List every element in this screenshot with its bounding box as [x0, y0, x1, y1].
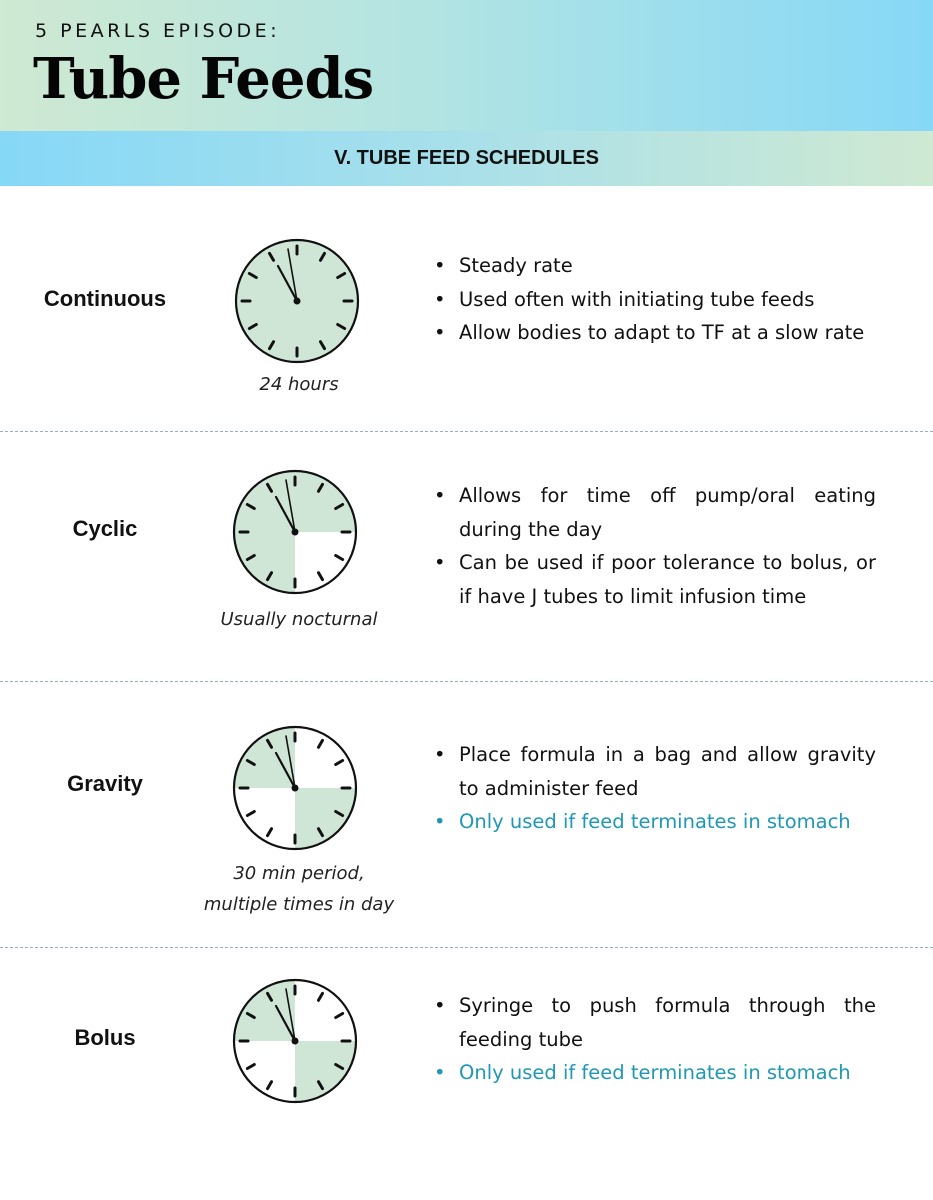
- page-header: [0, 0, 933, 131]
- bullet-list-cyclic: [432, 479, 876, 613]
- schedule-label-cyclic: Cyclic: [72, 516, 138, 541]
- clock-tick: [247, 1065, 254, 1069]
- list-item: • Can be used if poor tolerance to bolus, or if have J tubes to limit infusion time: [432, 546, 876, 613]
- schedule-caption-gravity: [184, 858, 414, 920]
- section-banner: [0, 131, 933, 186]
- clock-tick: [336, 1014, 343, 1018]
- page-title: Tube Feeds: [33, 46, 374, 112]
- clock-tick: [319, 573, 323, 580]
- section-title: V. TUBE FEED SCHEDULES: [334, 147, 599, 169]
- list-item: • Only used if feed terminates in stomach: [432, 1056, 876, 1090]
- clock-icon-three-quarters: [230, 467, 360, 597]
- caption-line: 30 min period,: [233, 863, 365, 884]
- list-item: • Used often with initiating tube feeds: [432, 283, 876, 317]
- clock-tick: [247, 812, 254, 816]
- list-item: • Place formula in a bag and allow gravity to administer feed: [432, 738, 876, 805]
- clock-icon-full: [232, 236, 362, 366]
- clock-tick: [319, 993, 323, 1000]
- bullet-list-continuous: [432, 249, 876, 350]
- caption-line: Usually nocturnal: [220, 609, 378, 630]
- schedule-label-gravity: Gravity: [67, 771, 143, 796]
- schedule-label-bolus: Bolus: [74, 1025, 136, 1050]
- clock-tick: [268, 829, 272, 836]
- clock-tick: [268, 1082, 272, 1089]
- section-divider: [0, 431, 933, 432]
- caption-line: 24 hours: [259, 374, 339, 395]
- schedule-caption-cyclic: [184, 604, 414, 635]
- list-item: • Steady rate: [432, 249, 876, 283]
- caption-line: multiple times in day: [203, 894, 395, 915]
- clock-icon-opposite-quarters: [230, 723, 360, 853]
- section-divider: [0, 947, 933, 948]
- schedule-label-continuous: Continuous: [43, 286, 167, 311]
- episode-eyebrow: 5 PEARLS EPISODE:: [35, 20, 281, 42]
- list-item: • Only used if feed terminates in stomach: [432, 805, 876, 839]
- clock-icon-opposite-quarters: [230, 976, 360, 1106]
- section-divider: [0, 681, 933, 682]
- schedule-caption-continuous: [184, 369, 414, 400]
- clock-tick: [319, 740, 323, 747]
- bullet-list-gravity: [432, 738, 876, 839]
- list-item: • Syringe to push formula through the feeding tube: [432, 989, 876, 1056]
- list-item: • Allow bodies to adapt to TF at a slow rate: [432, 316, 876, 350]
- clock-tick: [336, 556, 343, 560]
- bullet-list-bolus: [432, 989, 876, 1090]
- clock-tick: [336, 761, 343, 765]
- list-item: • Allows for time off pump/oral eating during the day: [432, 479, 876, 546]
